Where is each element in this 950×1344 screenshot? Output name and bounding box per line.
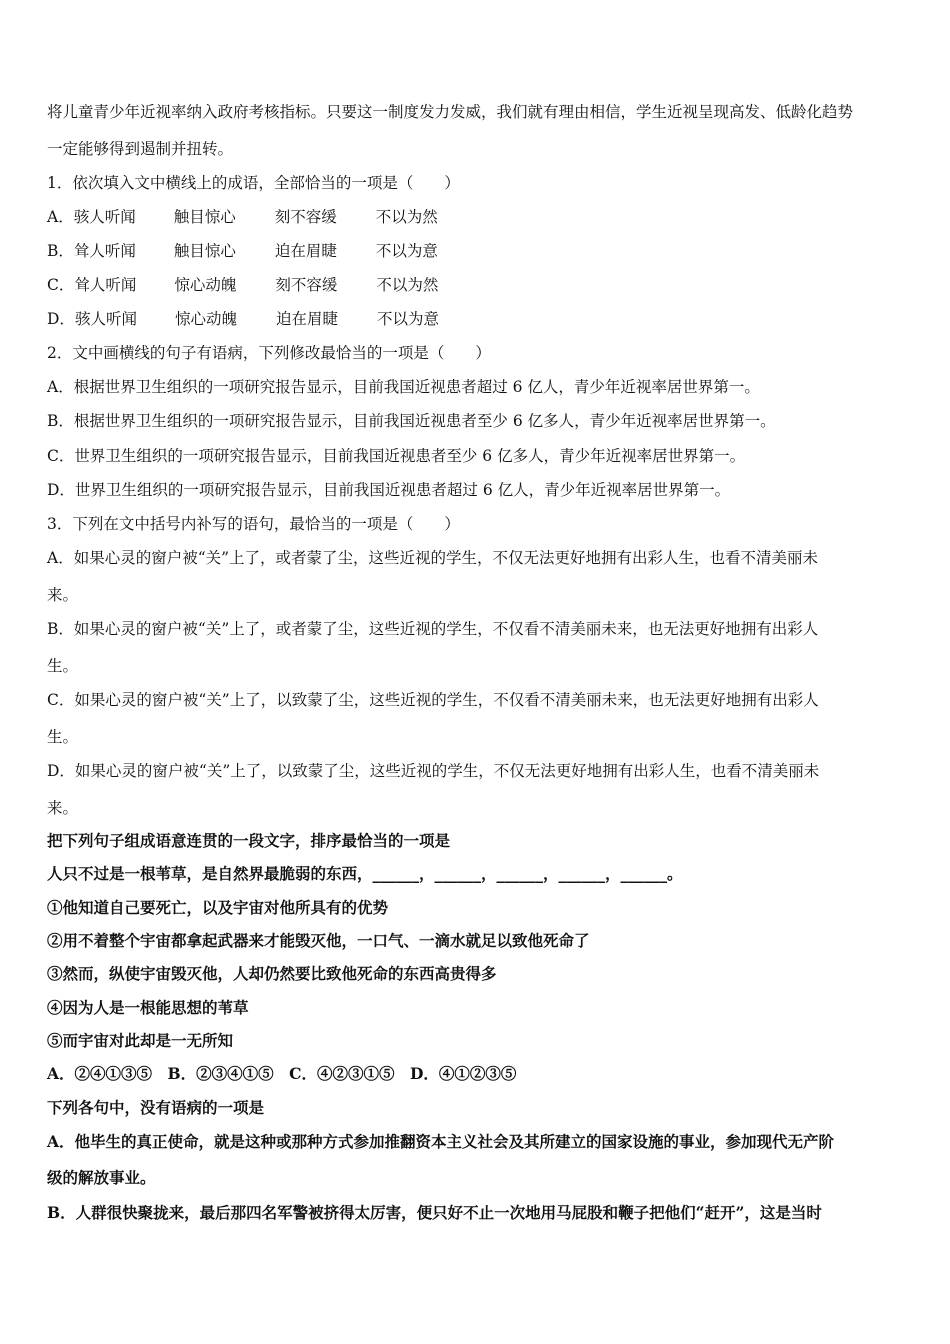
question-4-item-5: ⑤而宇宙对此却是一无所知: [47, 1031, 234, 1050]
intro-line-1: 将儿童青少年近视率纳入政府考核指标。只要这一制度发力发威，我们就有理由相信，学生近视呈现高发、低龄化趋势: [47, 103, 854, 121]
question-3-option-c-line-1: C．如果心灵的窗户被“关”上了，以致蒙了尘，这些近视的学生，不仅看不清美丽未来，也无法更好地拥有出彩人: [47, 691, 819, 709]
intro-line-2: 一定能够得到遏制并扭转。: [47, 140, 234, 158]
question-3-option-a-line-1: A．如果心灵的窗户被“关”上了，或者蒙了尘，这些近视的学生，不仅无法更好地拥有出彩人生，也看不清美丽未: [47, 549, 819, 567]
question-5-option-a-line-2: 级的解放事业。: [47, 1168, 156, 1187]
question-4-item-2: ②用不着整个宇宙都拿起武器来才能毁灭他，一口气、一滴水就足以致他死命了: [47, 931, 590, 950]
question-3-stem: 3．下列在文中括号内补写的语句，最恰当的一项是（ ）: [47, 515, 460, 533]
question-3-option-d-line-2: 来。: [47, 799, 79, 817]
question-1-option-b: B．耸人听闻 触目惊心 迫在眉睫 不以为意: [47, 242, 438, 260]
question-2-option-a: A．根据世界卫生组织的一项研究报告显示，目前我国近视患者超过 6 亿人，青少年近视率居世界第一。: [47, 378, 760, 396]
question-1-option-d: D．骇人听闻 惊心动魄 迫在眉睫 不以为意: [47, 310, 439, 328]
question-3-option-b-line-2: 生。: [47, 657, 79, 675]
question-1-option-a: A．骇人听闻 触目惊心 刻不容缓 不以为然: [47, 208, 438, 226]
question-2-stem: 2．文中画横线的句子有语病，下列修改最恰当的一项是（ ）: [47, 344, 491, 362]
question-1-stem: 1．依次填入文中横线上的成语，全部恰当的一项是（ ）: [47, 174, 460, 192]
question-3-option-c-line-2: 生。: [47, 728, 79, 746]
question-4-item-4: ④因为人是一根能思想的苇草: [47, 998, 249, 1017]
question-4-lead: 人只不过是一根苇草，是自然界最脆弱的东西，______，______，______，______，______。: [47, 864, 683, 883]
question-5-option-a-line-1: A．他毕生的真正使命，就是这种或那种方式参加推翻资本主义社会及其所建立的国家设施的事业，参加现代无产阶: [47, 1132, 835, 1151]
question-4-choices: A．②④①③⑤ B．②③④①⑤ C．④②③①⑤ D．④①②③⑤: [47, 1064, 517, 1083]
question-3-option-d-line-1: D．如果心灵的窗户被“关”上了，以致蒙了尘，这些近视的学生，不仅无法更好地拥有出彩人生，也看不清美丽未: [47, 762, 820, 780]
question-3-option-a-line-2: 来。: [47, 586, 79, 604]
question-1-option-c: C．耸人听闻 惊心动魄 刻不容缓 不以为然: [47, 276, 439, 294]
question-2-option-c: C．世界卫生组织的一项研究报告显示，目前我国近视患者至少 6 亿多人，青少年近视率居世界第一。: [47, 447, 746, 465]
question-4-stem: 把下列句子组成语意连贯的一段文字，排序最恰当的一项是: [47, 831, 451, 850]
question-4-item-3: ③然而，纵使宇宙毁灭他，人却仍然要比致他死命的东西高贵得多: [47, 964, 497, 983]
question-5-option-b-line-1: B．人群很快聚拢来，最后那四名军警被挤得太厉害，便只好不止一次地用马屁股和鞭子把他们“赶开”，这是当时: [47, 1203, 822, 1222]
question-4-item-1: ①他知道自己要死亡，以及宇宙对他所具有的优势: [47, 898, 389, 917]
question-2-option-b: B．根据世界卫生组织的一项研究报告显示，目前我国近视患者至少 6 亿多人，青少年近视率居世界第一。: [47, 412, 776, 430]
question-3-option-b-line-1: B．如果心灵的窗户被“关”上了，或者蒙了尘，这些近视的学生，不仅看不清美丽未来，也无法更好地拥有出彩人: [47, 620, 819, 638]
question-5-stem: 下列各句中，没有语病的一项是: [47, 1098, 265, 1117]
question-2-option-d: D．世界卫生组织的一项研究报告显示，目前我国近视患者超过 6 亿人，青少年近视率居世界第一。: [47, 481, 731, 499]
